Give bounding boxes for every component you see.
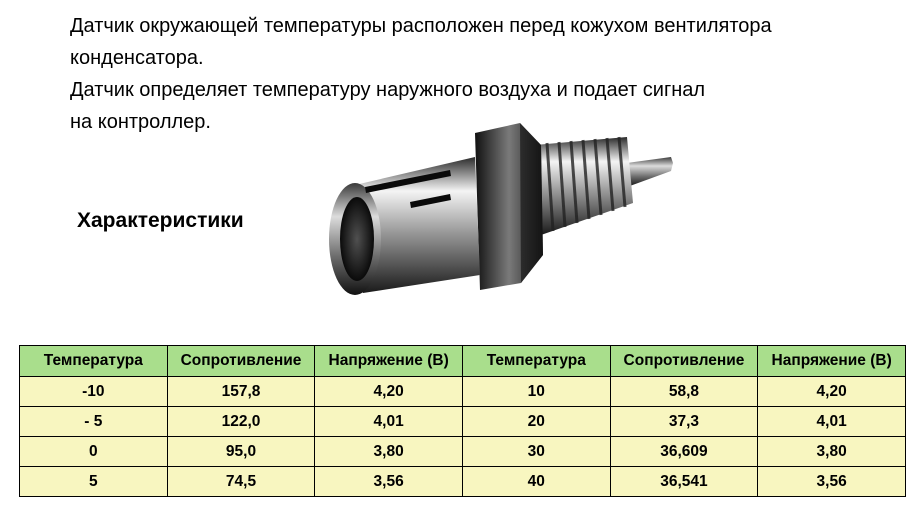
table-cell: 10 (462, 377, 610, 407)
intro-line-1: Датчик окружающей температуры расположен перед кожухом вентилятора (70, 15, 772, 37)
table-row (20, 437, 906, 467)
table-cell: 20 (462, 407, 610, 437)
intro-line-3: Датчик определяет температуру наружного воздуха и подает сигнал (70, 79, 706, 101)
temperature-sensor-icon (315, 115, 675, 300)
table-cell: 5 (20, 467, 168, 497)
intro-line-4: на контроллер. (70, 111, 211, 133)
table-cell: -10 (20, 377, 168, 407)
table-cell: 3,80 (315, 437, 463, 467)
table-header-row (20, 346, 906, 377)
table-cell: 0 (20, 437, 168, 467)
table-cell: - 5 (20, 407, 168, 437)
table-cell: 95,0 (167, 437, 315, 467)
header-temperature-1: Температура (20, 346, 168, 377)
table-row (20, 407, 906, 437)
table-cell: 4,20 (315, 377, 463, 407)
table-cell: 122,0 (167, 407, 315, 437)
table-cell: 74,5 (167, 467, 315, 497)
table-row (20, 377, 906, 407)
table-cell: 30 (462, 437, 610, 467)
table-cell: 4,20 (758, 377, 906, 407)
header-voltage-2: Напряжение (В) (758, 346, 906, 377)
table-cell: 36,541 (610, 467, 758, 497)
table-cell: 3,80 (758, 437, 906, 467)
characteristics-table-container (19, 345, 906, 497)
header-temperature-2: Температура (462, 346, 610, 377)
intro-line-2: конденсатора. (70, 47, 204, 69)
characteristics-table (19, 345, 906, 497)
table-cell: 3,56 (758, 467, 906, 497)
table-cell: 157,8 (167, 377, 315, 407)
table-cell: 3,56 (315, 467, 463, 497)
header-voltage-1: Напряжение (В) (315, 346, 463, 377)
table-cell: 40 (462, 467, 610, 497)
table-cell: 36,609 (610, 437, 758, 467)
characteristics-heading: Характеристики (77, 209, 244, 232)
table-cell: 37,3 (610, 407, 758, 437)
table-cell: 4,01 (315, 407, 463, 437)
header-resistance-1: Сопротивление (167, 346, 315, 377)
header-resistance-2: Сопротивление (610, 346, 758, 377)
table-row (20, 467, 906, 497)
table-cell: 58,8 (610, 377, 758, 407)
table-cell: 4,01 (758, 407, 906, 437)
